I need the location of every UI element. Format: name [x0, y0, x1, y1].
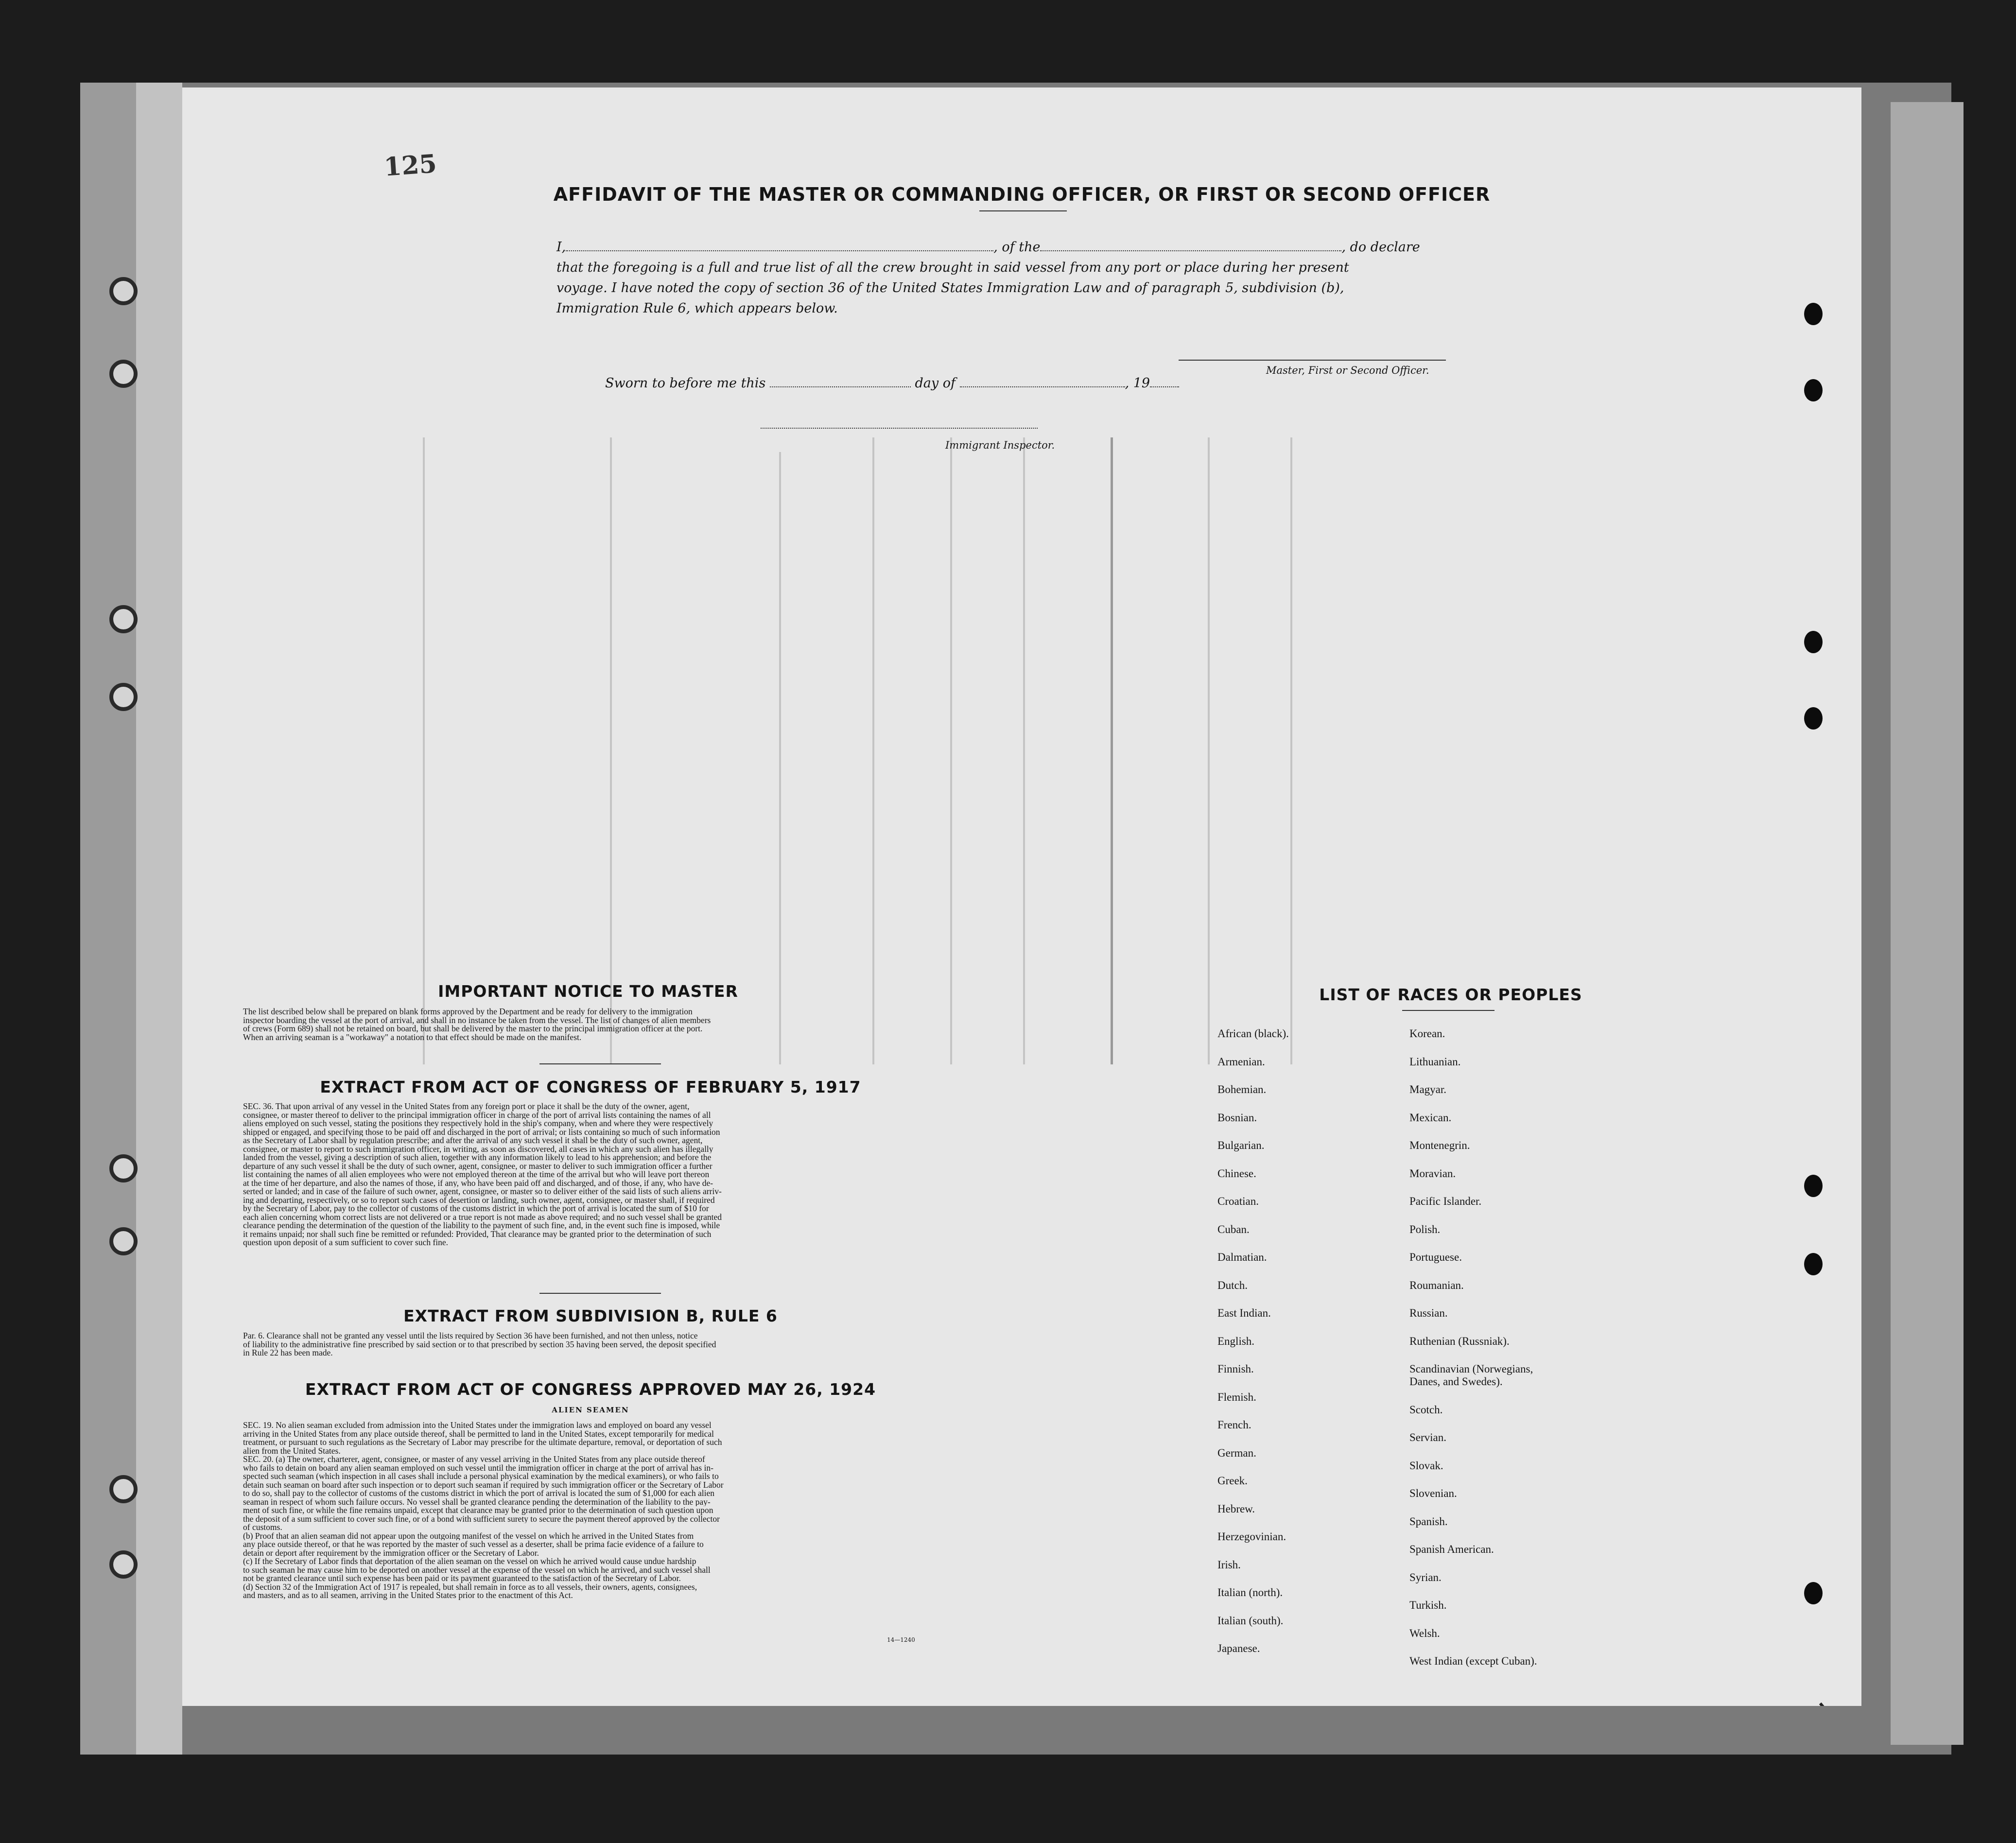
title-rule [979, 210, 1067, 211]
binder-hole [109, 277, 138, 305]
race-item: Greek. [1217, 1475, 1248, 1487]
text-line: the deposit of a sum sufficient to cover such fine, or of a bond with sufficient surety to secure the payment thereof approved by the collector [243, 1514, 720, 1523]
notice-title: IMPORTANT NOTICE TO MASTER [438, 982, 738, 1001]
text-line: of customs. [243, 1523, 282, 1532]
affidavit-line1 [556, 237, 1674, 257]
text-line: to such seaman he may cause him to be deported on another vessel at the expense of the vessel on which he arrived, and such vessel shall [243, 1565, 711, 1574]
race-item: Mexican. [1409, 1111, 1452, 1124]
race-item: Scotch. [1409, 1403, 1443, 1416]
inspector-line[interactable] [761, 428, 1038, 429]
bleed-through-line [423, 437, 425, 1064]
text-line: (c) If the Secretary of Labor finds that deportation of the alien seaman on the vessel on which he arrived would cause undue hardship [243, 1557, 696, 1566]
text-line: SEC. 36. That upon arrival of any vessel in the United States from any foreign port or place it shall be the duty of the owner, agent, [243, 1102, 690, 1111]
race-item: Finnish. [1217, 1363, 1254, 1375]
text-line: SEC. 19. No alien seaman excluded from admission into the United States under the immigration laws and employed on board any vessel [243, 1421, 712, 1430]
text-line: consignee, or master to report to such immigration officer, in writing, as soon as discovered, all cases in which any such alien has illegally [243, 1145, 713, 1153]
text-line: (b) Proof that an alien seaman did not appear upon the outgoing manifest of the vessel on which he arrived in the United States from [243, 1531, 694, 1540]
text-line: each alien concerning whom correct lists are not delivered or a true report is not made as above required; and no such vessel shall be granted [243, 1213, 722, 1221]
of-the-label: , of the [993, 240, 1041, 255]
page-stamp: 125 [383, 149, 438, 182]
sworn-label: Sworn to before me this [605, 376, 766, 391]
form-page [182, 87, 1861, 1706]
race-item: Flemish. [1217, 1391, 1256, 1403]
text-line: ment of such fine, or while the fine remains unpaid, except that clearance may be granted prior to the determination of such question upon [243, 1506, 713, 1515]
race-item: Italian (north). [1217, 1586, 1283, 1599]
race-item: African (black). [1217, 1027, 1289, 1040]
text-line: aliens employed on such vessel, stating the positions they respectively hold in the ship's company, when and where they were respectively [243, 1119, 713, 1128]
text-line: shipped or engaged, and specifying those to be paid off and discharged in the port of arrival; or lists containing so much of such information [243, 1128, 720, 1136]
race-item: East Indian. [1217, 1307, 1271, 1319]
extract-1924-title: EXTRACT FROM ACT OF CONGRESS APPROVED MAY 26, 1924 [305, 1380, 876, 1399]
race-item: Dalmatian. [1217, 1251, 1267, 1263]
form-number: 14—1240 [887, 1636, 915, 1643]
race-item: Spanish American. [1409, 1543, 1494, 1555]
race-item: Bohemian. [1217, 1083, 1267, 1095]
bleed-through-line [872, 437, 874, 1064]
text-line: When an arriving seaman is a "workaway" a notation to that effect should be made on the manifest. [243, 1033, 582, 1042]
race-item: Hebrew. [1217, 1502, 1255, 1515]
race-item: Portuguese. [1409, 1251, 1462, 1263]
binding-strip-inner [136, 83, 182, 1755]
race-item: Pacific Islander. [1409, 1195, 1482, 1207]
bleed-through-line [1023, 437, 1025, 1064]
race-item: Cuban. [1217, 1223, 1250, 1235]
text-line: Par. 6. Clearance shall not be granted any vessel until the lists required by Section 36 have been furnished, and not then unless, notice [243, 1332, 698, 1340]
margin-mark [1819, 1703, 1834, 1706]
binder-hole [1804, 1582, 1823, 1604]
text-line: SEC. 20. (a) The owner, charterer, agent, consignee, or master of any vessel arriving in the United States from any place outside thereof [243, 1455, 705, 1464]
race-item: Herzegovinian. [1217, 1530, 1286, 1543]
text-line: spected such seaman (which inspection in all cases shall include a personal physical examination by the medical examiners), or who fails to [243, 1472, 719, 1481]
race-item: Polish. [1409, 1223, 1441, 1235]
binder-hole [109, 1227, 138, 1255]
race-item: Servian. [1409, 1431, 1447, 1443]
text-line: (d) Section 32 of the Immigration Act of 1917 is repealed, but shall remain in force as to all vessels, their owners, agents, consignees, [243, 1582, 697, 1591]
race-item: Syrian. [1409, 1571, 1442, 1583]
section-rule [539, 1063, 661, 1064]
race-item: English. [1217, 1335, 1255, 1347]
race-item: Armenian. [1217, 1055, 1265, 1068]
year-label: , 19 [1125, 376, 1150, 391]
affidavit-line3: voyage. I have noted the copy of section 36 of the United States Immigration Law and of paragraph 5, subdivision (b), [556, 280, 1344, 296]
text-line: who fails to detain on board any alien seaman employed on such vessel until the immigration officer in charge at the port of arrival has in- [243, 1463, 713, 1472]
bleed-through-line [1208, 437, 1210, 1064]
text-line: question upon deposit of a sum sufficient to cover such fine. [243, 1238, 449, 1247]
bleed-through-line [1290, 437, 1292, 1064]
extract-1924-subtitle: ALIEN SEAMEN [552, 1406, 629, 1414]
section-rule [539, 1293, 661, 1294]
affidavit-line4: Immigration Rule 6, which appears below. [556, 301, 838, 316]
text-line: of crews (Form 689) shall not be retained on board, but shall be delivered by the master to the principal immigration officer at the port. [243, 1025, 703, 1033]
race-item: Japanese. [1217, 1642, 1260, 1654]
text-line: arriving in the United States from any place outside thereof, shall be permitted to land in the United States, except temporarily for medical [243, 1429, 714, 1438]
bleed-through-line [1111, 437, 1113, 1064]
race-item: Moravian. [1409, 1167, 1456, 1180]
race-item: Danes, and Swedes). [1409, 1375, 1503, 1388]
text-line: any place outside thereof, or that he was reported by the master of such vessel as a deserter, shall be prima facie evidence of a failure to [243, 1540, 704, 1549]
binder-hole [109, 1550, 138, 1579]
race-item: Croatian. [1217, 1195, 1259, 1207]
bleed-through-line [779, 452, 781, 1064]
race-item: Montenegrin. [1409, 1139, 1470, 1151]
year-blank[interactable] [1150, 386, 1179, 387]
binder-hole [1804, 1253, 1823, 1275]
races-title: LIST OF RACES OR PEOPLES [1319, 985, 1582, 1004]
race-item: French. [1217, 1419, 1251, 1431]
notice-body [243, 1008, 933, 1042]
text-line: not be granted clearance until such expense has been paid or its payment guaranteed to the satisfaction of the Secretary of Labor. [243, 1574, 681, 1583]
extract-1917-title: EXTRACT FROM ACT OF CONGRESS OF FEBRUARY 5, 1917 [320, 1078, 861, 1096]
text-line: seaman in respect of whom such failure occurs. No vessel shall be granted clearance pending the determination of the liability to the pay- [243, 1497, 711, 1506]
text-line: serted or landed; and in case of the failure of such owner, agent, consignee, or master so to deliver either of the said lists of such aliens arriv- [243, 1187, 722, 1196]
text-line: it remains unpaid; nor shall such fine be remitted or refunded: Provided, That clearance may be granted prior to the determination of such [243, 1230, 712, 1238]
text-line: ing and departing, respectively, or so to report such cases of desertion or landing, such owner, agent, consignee, or master shall, if required [243, 1196, 715, 1204]
race-item: Bulgarian. [1217, 1139, 1265, 1151]
race-item: Italian (south). [1217, 1614, 1284, 1627]
text-line: treatment, or pursuant to such regulations as the Secretary of Labor may prescribe for the ultimate departure, removal, or deportation of such [243, 1438, 722, 1447]
text-line: at the time of her departure, and also the names of those, if any, who have been paid off and discharged, and of those, if any, who have de- [243, 1179, 713, 1187]
name-blank[interactable] [566, 250, 993, 251]
race-item: Magyar. [1409, 1083, 1447, 1095]
affidavit-title: AFFIDAVIT OF THE MASTER OR COMMANDING OFFICER, OR FIRST OR SECOND OFFICER [553, 184, 1491, 205]
text-line: detain such seaman on board after such inspection or to deport such seaman if required by such immigration officer or the Secretary of Labor [243, 1480, 724, 1489]
text-line: landed from the vessel, giving a description of such alien, together with any information likely to lead to his apprehension; and before the [243, 1153, 712, 1162]
text-line: of liability to the administrative fine prescribed by said section or to that prescribed by section 35 having been served, the deposit specified [243, 1340, 716, 1349]
binder-hole [109, 1475, 138, 1503]
bleed-through-line [610, 437, 612, 1064]
affidavit-line2: that the foregoing is a full and true list of all the crew brought in said vessel from any port or place during her present [556, 260, 1349, 275]
do-declare-label: , do declare [1341, 240, 1420, 255]
text-line: detain or deport after requirement by the immigration officer or the Secretary of Labor. [243, 1548, 539, 1557]
text-line: The list described below shall be prepared on blank forms approved by the Department and be ready for delivery to the immigration [243, 1008, 693, 1016]
race-item: Scandinavian (Norwegians, [1409, 1363, 1533, 1375]
text-line: and masters, and as to all seamen, arriving in the United States prior to the enactment of this Act. [243, 1591, 573, 1600]
binder-hole [1804, 379, 1823, 401]
binder-hole [109, 683, 138, 711]
race-item: Bosnian. [1217, 1111, 1257, 1124]
text-line: clearance pending the determination of the question of the liability to the payment of such fine, and, in the event such fine is imposed, while [243, 1221, 720, 1230]
races-rule [1402, 1010, 1495, 1011]
text-line: to do so, shall pay to the collector of customs of the customs district in which the port of arrival is located the sum of $1,000 for each alien [243, 1489, 715, 1498]
race-item: Dutch. [1217, 1279, 1248, 1291]
race-item: Welsh. [1409, 1627, 1440, 1639]
race-item: Slovenian. [1409, 1487, 1457, 1499]
month-blank[interactable] [960, 386, 1125, 387]
race-item: Turkish. [1409, 1599, 1447, 1611]
back-sheet-edge [1891, 102, 1964, 1745]
signature-line[interactable] [1179, 360, 1446, 361]
text-line: by the Secretary of Labor, pay to the collector of customs of the customs district in which the port of arrival is located the sum of $10 for [243, 1204, 709, 1213]
text-line: in Rule 22 has been made. [243, 1349, 333, 1357]
race-item: Russian. [1409, 1307, 1448, 1319]
vessel-blank[interactable] [1040, 250, 1341, 251]
race-item: Irish. [1217, 1558, 1241, 1571]
binder-hole [109, 605, 138, 633]
text-line: consignee, or master thereof to deliver to the principal immigration officer in charge of the port of arrival lists containing the names of all [243, 1111, 711, 1119]
text-line: alien from the United States. [243, 1446, 341, 1455]
binder-hole [1804, 631, 1823, 653]
text-line: list containing the names of all alien employees who were not employed thereon at the time of the arrival but who will leave port thereon [243, 1170, 710, 1179]
race-item: Spanish. [1409, 1515, 1448, 1528]
day-of-label: day of [915, 376, 956, 391]
bleed-through-line [950, 437, 952, 1064]
day-blank[interactable] [770, 386, 911, 387]
race-item: Lithuanian. [1409, 1055, 1461, 1068]
inspector-caption: Immigrant Inspector. [945, 439, 1055, 451]
binder-hole [1804, 303, 1823, 325]
binder-hole [1804, 1175, 1823, 1197]
race-item: Chinese. [1217, 1167, 1256, 1180]
text-line: inspector boarding the vessel at the port of arrival, and shall in no instance be taken from the vessel. The list of changes of alien members [243, 1016, 711, 1025]
i-label: I, [556, 240, 566, 255]
extract-1917-body [243, 1102, 933, 1247]
text-line: departure of any such vessel it shall be the duty of such owner, agent, consignee, or master to deliver to such immigration officer a further [243, 1162, 713, 1170]
signature-caption: Master, First or Second Officer. [1266, 365, 1429, 376]
race-item: Roumanian. [1409, 1279, 1464, 1291]
extract-1924-body [243, 1421, 933, 1600]
subdivision-body [243, 1332, 933, 1357]
race-item: West Indian (except Cuban). [1409, 1655, 1537, 1667]
race-item: Slovak. [1409, 1459, 1443, 1472]
sworn-line [605, 373, 1179, 393]
race-item: Korean. [1409, 1027, 1445, 1040]
binder-hole [109, 1154, 138, 1182]
text-line: as the Secretary of Labor shall by regulation prescribe; and after the arrival of any such vessel it shall be the duty of such owner, agent, [243, 1136, 703, 1145]
race-item: German. [1217, 1446, 1256, 1459]
race-item: Ruthenian (Russniak). [1409, 1335, 1510, 1347]
binder-hole [109, 360, 138, 388]
binder-hole [1804, 707, 1823, 730]
subdivision-title: EXTRACT FROM SUBDIVISION B, RULE 6 [403, 1306, 778, 1325]
